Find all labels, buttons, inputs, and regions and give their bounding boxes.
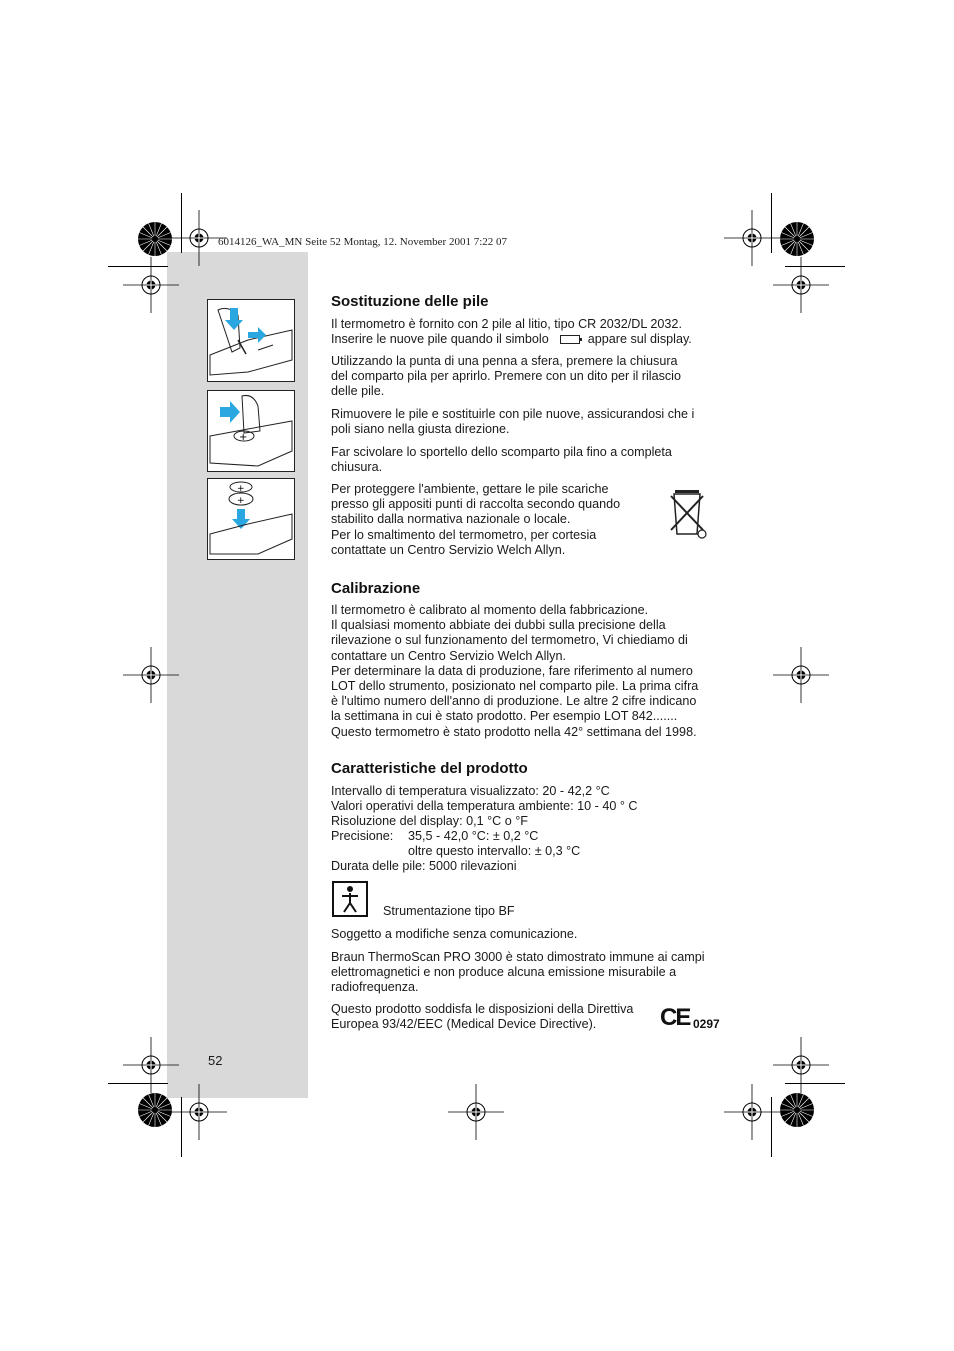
text-line: contattare un Centro Servizio Welch Allyn.	[331, 648, 566, 663]
text-line: Il qualsiasi momento abbiate dei dubbi sulla precisione della	[331, 618, 666, 633]
ce-mark-icon: CE	[660, 1004, 690, 1031]
section-title-calibration: Calibrazione	[331, 580, 421, 597]
battery-paragraph-5	[331, 482, 620, 558]
text-line: del comparto pila per aprirlo. Premere con un dito per il rilascio	[331, 369, 681, 384]
text-line: LOT dello strumento, posizionato nel comparto pile. La prima cifra	[331, 679, 699, 694]
text-line: rilevazione o sul funzionamento del termometro, Vi chiediamo di	[331, 633, 688, 648]
type-bf-label: Strumentazione tipo BF	[383, 904, 515, 918]
text-line: Il termometro è fornito con 2 pile al litio, tipo CR 2032/DL 2032.	[331, 317, 682, 331]
battery-insert-illustration	[208, 479, 294, 559]
text-line: Braun ThermoScan PRO 3000 è stato dimostrato immune ai campi	[331, 950, 705, 964]
change-notice: Soggetto a modifiche senza comunicazione.	[331, 927, 578, 941]
text-span: appare sul display.	[587, 332, 692, 347]
text-line: stabilito dalla normativa nazionale o locale.	[331, 512, 571, 527]
ce-number: 0297	[693, 1017, 720, 1031]
battery-life: Durata delle pile: 5000 rilevazioni	[331, 859, 517, 873]
text-line: delle pile.	[331, 384, 385, 399]
features-text	[331, 784, 638, 830]
text-line: presso gli appositi punti di raccolta secondo quando	[331, 497, 621, 512]
text-line: Valori operativi della temperatura ambiente: 10 - 40 ° C	[331, 799, 638, 814]
hand-pen-illustration	[208, 300, 294, 381]
text-line: Europea 93/42/EEC (Medical Device Directive).	[331, 1017, 597, 1032]
text-line: Questo prodotto soddisfa le disposizioni della Direttiva	[331, 1002, 634, 1016]
illustration-remove-batteries	[207, 390, 295, 472]
text-line: Utilizzando la punta di una penna a sfera, premere la chiusura	[331, 354, 678, 368]
text-line: elettromagnetici e non produce alcuna emissione misurabile a	[331, 965, 677, 980]
text-line: Rimuovere le pile e sostituirle con pile nuove, assicurandosi che i	[331, 407, 695, 421]
finger-press-illustration	[208, 391, 294, 471]
text-line: Intervallo di temperatura visualizzato: 20 - 42,2 °C	[331, 784, 610, 798]
low-battery-icon	[560, 335, 580, 344]
text-span: Inserire le nuove pile quando il simbolo	[331, 332, 549, 347]
battery-paragraph-3	[331, 407, 694, 437]
text-line: Il termometro è calibrato al momento della fabbricazione.	[331, 603, 649, 617]
illustration-open-battery-door	[207, 299, 295, 382]
calibration-text	[331, 603, 698, 740]
text-line: 35,5 - 42,0 °C: ± 0,2 °C	[408, 829, 539, 843]
text-line: Far scivolare lo sportello dello scomparto pila fino a completa	[331, 445, 672, 459]
svg-text:+: +	[237, 496, 245, 506]
directive-statement	[331, 1002, 633, 1032]
page-number: 52	[208, 1053, 223, 1068]
text-line: contattate un Centro Servizio Welch Allyn.	[331, 542, 566, 557]
section-title-features: Caratteristiche del prodotto	[331, 760, 528, 777]
text-line: la settimana in cui è stato prodotto. Per esempio LOT 842.......	[331, 709, 678, 724]
text-line: è l'ultimo numero dell'anno di produzione. Le altre 2 cifre indicano	[331, 694, 697, 709]
svg-text:+: +	[237, 484, 245, 494]
battery-paragraph-4	[331, 445, 672, 475]
battery-paragraph-1	[331, 317, 692, 347]
text-line	[331, 332, 692, 347]
text-line: radiofrequenza.	[331, 980, 419, 995]
illustration-insert-batteries	[207, 478, 295, 560]
text-line: chiusura.	[331, 460, 383, 475]
text-line: Risoluzione del display: 0,1 °C o °F	[331, 814, 528, 829]
type-bf-icon	[332, 881, 368, 917]
text-line: oltre questo intervallo: ± 0,3 °C	[408, 844, 581, 859]
text-line: Per proteggere l'ambiente, gettare le pile scariche	[331, 482, 609, 496]
crossed-out-bin-icon	[667, 484, 711, 542]
precision-label: Precisione:	[331, 829, 394, 843]
text-line: Per lo smaltimento del termometro, per cortesia	[331, 527, 597, 542]
svg-text:+: +	[239, 432, 248, 443]
print-header: 6014126_WA_MN Seite 52 Montag, 12. November 2001 7:22 07	[218, 236, 508, 248]
emc-statement	[331, 950, 705, 996]
text-line: Questo termometro è stato prodotto nella 42° settimana del 1998.	[331, 724, 697, 739]
battery-paragraph-2	[331, 354, 681, 400]
section-title-battery-replacement: Sostituzione delle pile	[331, 293, 489, 310]
text-line: poli siano nella giusta direzione.	[331, 422, 510, 437]
precision-value	[408, 829, 580, 859]
text-line: Per determinare la data di produzione, fare riferimento al numero	[331, 663, 693, 678]
